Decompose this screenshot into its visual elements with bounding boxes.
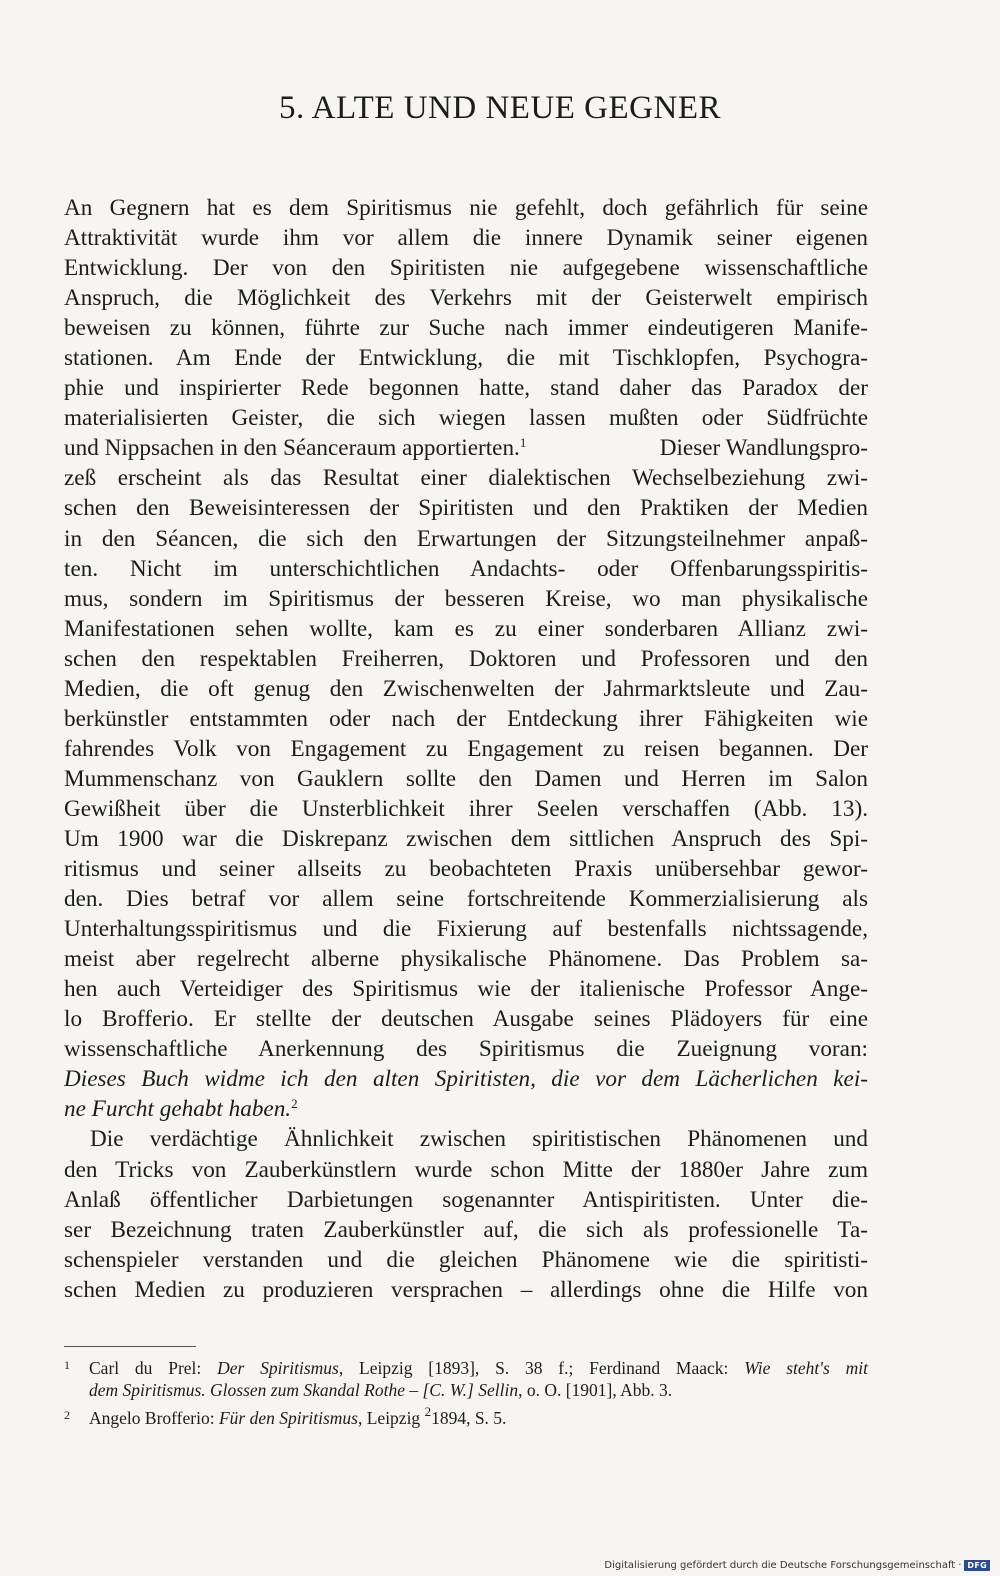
footnote-title: Wie steht's mit	[744, 1358, 868, 1378]
text-line: den Tricks von Zauberkünstlern wurde schon Mitte der 1880er Jahre zum	[64, 1156, 868, 1183]
text-line: Mummenschanz von Gauklern sollte den Damen und Herren im Salon	[64, 765, 868, 792]
footnote-ref-2[interactable]: 2	[291, 1096, 298, 1112]
text-segment: und Nippsachen in den Séanceraum apportierten.	[64, 435, 520, 462]
footnote-title: Der Spiritismus	[217, 1358, 339, 1378]
chapter-heading: 5. ALTE UND NEUE GEGNER	[279, 90, 721, 126]
text-line: wissenschaftliche Anerkennung des Spiritismus die Zueignung voran:	[64, 1036, 868, 1063]
footnote-title: dem Spiritismus. Glossen zum Skandal Rothe – [C. W.] Sellin	[89, 1380, 519, 1400]
text-line: Dieses Buch widme ich den alten Spiritisten, die vor dem Lächerlichen kei-	[64, 1066, 868, 1093]
digitization-credit: Digitalisierung gefördert durch die Deutsche Forschungsgemeinschaft · DFG	[604, 1560, 990, 1571]
footnote-text: Carl du Prel:	[89, 1358, 218, 1378]
text-line: schenspieler verstanden und die gleichen Phänomene wie die spiritisti-	[64, 1246, 868, 1273]
text-line: Manifestationen sehen wollte, kam es zu einer sonderbaren Allianz zwi-	[64, 615, 868, 642]
text-line: Anspruch, die Möglichkeit des Verkehrs mit der Geisterwelt empirisch	[64, 285, 868, 312]
text-line: schen Medien zu produzieren versprachen – allerdings ohne die Hilfe von	[64, 1276, 868, 1303]
text-segment: ne Furcht gehabt haben.	[64, 1096, 292, 1123]
body-text	[64, 193, 868, 1305]
footnote-text: 1894, S. 5.	[431, 1408, 507, 1428]
text-line: hen auch Verteidiger des Spiritismus wie der italienische Professor Ange-	[64, 976, 868, 1003]
text-line: berkünstler entstammten oder nach der Entdeckung ihrer Fähigkeiten wie	[64, 705, 868, 732]
footnote-number: 2	[64, 1408, 70, 1422]
footnote-text: , o. O. [1901], Abb. 3.	[518, 1380, 673, 1400]
dfg-logo-icon: DFG	[964, 1560, 990, 1571]
credit-text: Digitalisierung gefördert durch die Deutsche Forschungsgemeinschaft	[604, 1560, 956, 1571]
footnote-text: , Leipzig	[357, 1408, 425, 1428]
footnote-text: , Leipzig [1893], S. 38 f.; Ferdinand Maack:	[338, 1358, 745, 1378]
text-line: in den Séancen, die sich den Erwartungen der Sitzungsteilnehmer anpaß-	[64, 525, 868, 552]
text-line: beweisen zu können, führte zur Suche nach immer eindeutigeren Manife-	[64, 315, 868, 342]
text-line: mus, sondern im Spiritismus der besseren Kreise, wo man physikalische	[64, 585, 868, 612]
text-line: Medien, die oft genug den Zwischenwelten der Jahrmarktsleute und Zau-	[64, 675, 868, 702]
text-line: Die verdächtige Ähnlichkeit zwischen spiritistischen Phänomenen und	[90, 1126, 868, 1153]
footnote-line	[89, 1404, 868, 1429]
footnote-number: 1	[64, 1358, 70, 1372]
text-line: Entwicklung. Der von den Spiritisten nie aufgegebene wissenschaftliche	[64, 255, 868, 282]
text-line: Gewißheit über die Unsterblichkeit ihrer Seelen verschaffen (Abb. 13).	[64, 795, 868, 822]
text-line: meist aber regelrecht alberne physikalische Phänomene. Das Problem sa-	[64, 946, 868, 973]
text-line: ritismus und seiner allseits zu beobachteten Praxis unübersehbar gewor-	[64, 856, 868, 883]
text-line	[64, 1094, 868, 1124]
text-line: Um 1900 war die Diskrepanz zwischen dem sittlichen Anspruch des Spi-	[64, 825, 868, 852]
footnote-line	[89, 1357, 868, 1379]
text-line: lo Brofferio. Er stellte der deutschen Ausgabe seines Plädoyers für eine	[64, 1006, 868, 1033]
text-line: fahrendes Volk von Engagement zu Engagement zu reisen begannen. Der	[64, 735, 868, 762]
footnote-2	[64, 1404, 868, 1429]
text-line	[64, 433, 868, 463]
text-line: schen den Beweisinteressen der Spiritisten und den Praktiken der Medien	[64, 495, 868, 522]
footnote-title: Für den Spiritismus	[218, 1408, 358, 1428]
footnote-text: Angelo Brofferio:	[89, 1408, 219, 1428]
text-line: An Gegnern hat es dem Spiritismus nie gefehlt, doch gefährlich für seine	[64, 195, 868, 221]
text-segment: Dieser Wandlungspro-	[659, 435, 868, 462]
text-line: phie und inspirierter Rede begonnen hatte, stand daher das Paradox der	[64, 375, 868, 402]
footnote-divider	[64, 1346, 196, 1347]
text-line: den. Dies betraf vor allem seine fortschreitende Kommerzialisierung als	[64, 886, 868, 913]
footnotes	[64, 1357, 868, 1429]
text-line: stationen. Am Ende der Entwicklung, die mit Tischklopfen, Psychogra-	[64, 345, 868, 372]
text-line: Attraktivität wurde ihm vor allem die innere Dynamik seiner eigenen	[64, 225, 868, 252]
text-line: Unterhaltungsspiritismus und die Fixierung auf bestenfalls nichtssagende,	[64, 916, 868, 943]
footnote-ref-1[interactable]: 1	[519, 435, 527, 451]
text-line: zeß erscheint als das Resultat einer dialektischen Wechselbeziehung zwi-	[64, 465, 868, 492]
edition-number: 2	[424, 1404, 432, 1419]
footnote-1	[64, 1357, 868, 1401]
footnote-line	[89, 1379, 868, 1401]
text-line: Anlaß öffentlicher Darbietungen sogenannter Antispiritisten. Unter die-	[64, 1186, 868, 1213]
text-line: materialisierten Geister, die sich wiegen lassen mußten oder Südfrüchte	[64, 405, 868, 432]
text-line: ten. Nicht im unterschichtlichen Andachts- oder Offenbarungsspiritis-	[64, 555, 868, 582]
text-line: schen den respektablen Freiherren, Doktoren und Professoren und den	[64, 645, 868, 672]
text-line: ser Bezeichnung traten Zauberkünstler auf, die sich als professionelle Ta-	[64, 1216, 868, 1243]
